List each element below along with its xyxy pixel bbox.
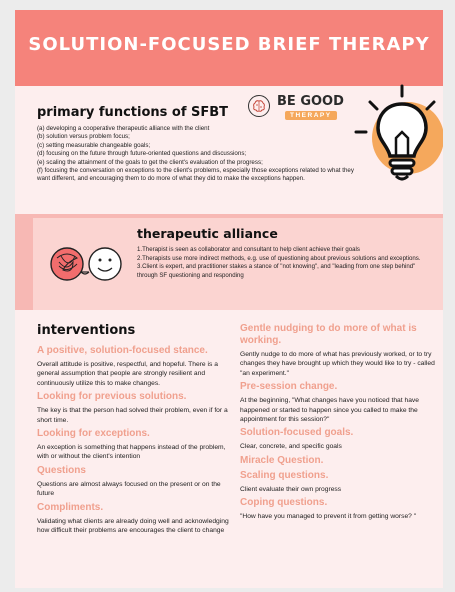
intervention-title: Pre-session change.: [240, 381, 338, 393]
lightbulb-icon: [348, 80, 443, 190]
primary-functions-heading: primary functions of SFBT: [37, 105, 229, 120]
intervention-text: The key is that the person had solved their problem, even if for a short time.: [37, 407, 228, 424]
intervention-text: Overall attitude is positive, respectful, and hopeful. There is a general assumption that people are strongly resilient and continuously utilize this to make changes.: [37, 361, 218, 387]
list-item: (c) setting measurable changeable goals;: [37, 141, 151, 149]
list-item: (f) focusing the conversation on exceptions to the client's problems, especially those exceptions related to what they want different, and encouraging them to do more of what they did to make the exceptions happen.: [37, 167, 354, 183]
intervention-text: At the beginning, "What changes have you noticed that have happened or started to happen since you called to make the appointment for this session?": [240, 397, 419, 424]
intervention-text: Clear, concrete, and specific goals: [240, 443, 342, 451]
intervention-text: An exception is something that happens instead of the problem, with or without the client's intention: [37, 444, 226, 461]
intervention-title: Coping questions.: [240, 497, 328, 509]
intervention-title: A positive, solution-focused stance.: [37, 345, 208, 356]
list-item: (a) developing a cooperative therapeutic alliance with the client: [37, 125, 210, 132]
intervention-title: Gentle nudging to do more of what is working.: [240, 323, 417, 346]
page-title: SOLUTION-FOCUSED BRIEF THERAPY: [28, 34, 430, 55]
alliance-heading: therapeutic alliance: [137, 226, 278, 241]
two-faces-icon: [45, 236, 125, 292]
logo-subtitle: THERAPY: [285, 111, 337, 120]
intervention-title: Compliments.: [37, 501, 104, 513]
list-item: (e) scaling the attainment of the goals to get the client's evaluation of the progress;: [37, 158, 263, 166]
alliance-list: [137, 246, 435, 280]
intervention-text: Client evaluate their own progress: [240, 485, 342, 493]
intervention-title: Solution-focused goals.: [240, 427, 354, 439]
interventions-left-column: [37, 342, 237, 537]
interventions-heading: interventions: [37, 323, 136, 338]
intervention-text: Questions are almost always focused on the present or on the future: [37, 480, 221, 498]
intervention-title: Scaling questions.: [240, 469, 329, 481]
infographic-page: [15, 10, 443, 588]
brain-icon: [247, 94, 271, 118]
title-banner: [15, 10, 443, 86]
interventions-right-column: [240, 320, 436, 524]
intervention-text: Gently nudge to do more of what has previously worked, or to try changes they have brought up which they would like to try - called "an experiment.": [240, 351, 435, 377]
intervention-title: Looking for previous solutions.: [37, 391, 187, 403]
primary-functions-list: [37, 125, 359, 184]
logo-name: BE GOOD: [277, 94, 344, 109]
list-item: (b) solution versus problem focus;: [37, 133, 130, 141]
intervention-title: Miracle Question.: [240, 454, 324, 466]
list-item: 1.Therapist is seen as collaborator and consultant to help client achieve their goals: [137, 246, 360, 253]
list-item: 2.Therapists use more indirect methods, e.g. use of questioning about previous solutions and exceptions.: [137, 254, 421, 262]
intervention-title: Looking for exceptions.: [37, 428, 150, 440]
intervention-text: "How have you managed to prevent it from getting worse? ": [240, 513, 417, 521]
list-item: 3.Client is expert, and practitioner stakes a stance of "not knowing", and "leading from one step behind" through SF questioning and responding: [137, 263, 416, 279]
list-item: (d) focusing on the future through future-oriented questions and discussions;: [37, 150, 247, 158]
intervention-title: Questions: [37, 464, 86, 476]
intervention-text: Validating what clients are already doing well and acknowledging how difficult their problems are encourages the client to change: [37, 517, 229, 535]
